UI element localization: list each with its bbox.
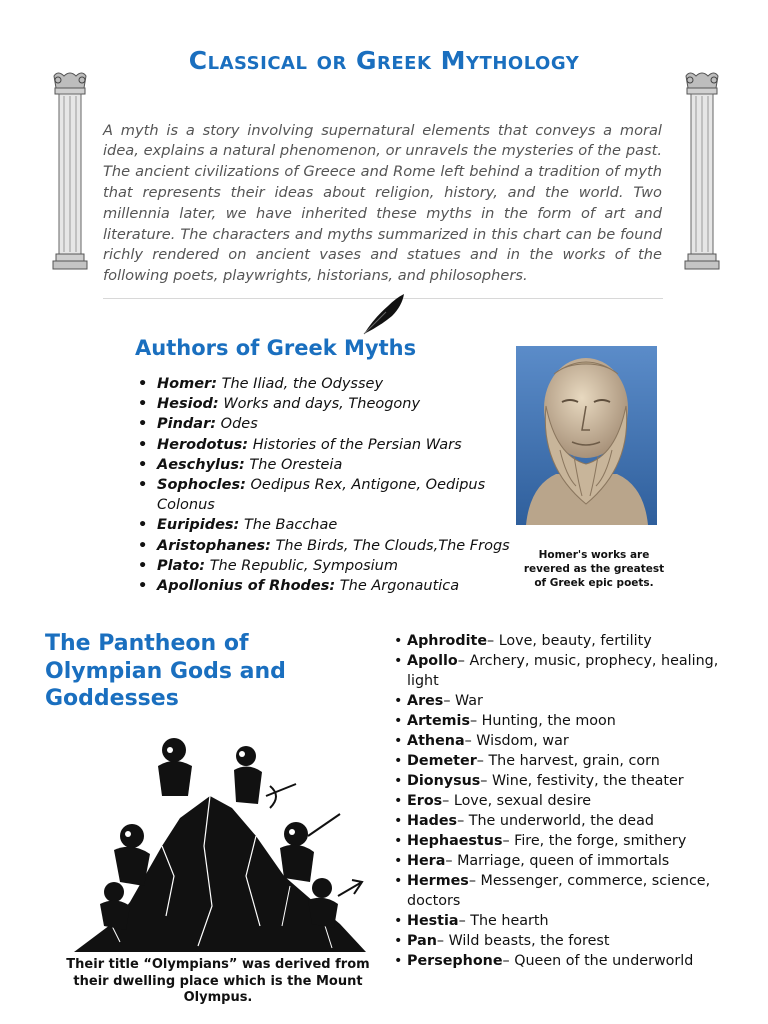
author-works: Odes [220, 416, 258, 433]
god-name: Hermes [407, 873, 469, 889]
god-item [394, 751, 754, 771]
author-name: Euripides: [157, 517, 240, 534]
author-works: The Argonautica [339, 578, 460, 595]
god-domain: – Archery, music, prophecy, healing, light [407, 653, 719, 689]
god-name: Dionysus [407, 773, 481, 789]
page-title: Classical or Greek Mythology [188, 46, 580, 75]
god-domain: – Hunting, the moon [469, 713, 616, 729]
god-item [394, 951, 754, 971]
author-works: The Republic, Symposium [209, 557, 398, 574]
god-domain: – Messenger, commerce, science, doctors [407, 873, 711, 909]
homer-bust-image [516, 346, 657, 525]
author-works: The Iliad, the Odyssey [221, 376, 384, 392]
author-item [138, 536, 518, 556]
god-domain: – The underworld, the dead [457, 813, 654, 829]
god-name: Artemis [407, 713, 470, 729]
god-domain: – Wisdom, war [464, 733, 569, 749]
god-item [394, 851, 754, 871]
god-item [394, 871, 754, 911]
god-item [394, 931, 754, 951]
author-name: Herodotus: [157, 436, 249, 453]
god-domain: – Queen of the underworld [502, 953, 694, 969]
god-item [394, 691, 754, 711]
homer-caption: Homer's works are revered as the greatest of Greek epic poets. [523, 549, 665, 589]
god-item [394, 731, 754, 751]
god-domain: – Marriage, queen of immortals [445, 853, 670, 869]
author-works: Oedipus Rex, Antigone, Oedipus Colonus [157, 477, 486, 514]
author-name: Plato: [157, 557, 206, 574]
gods-list [394, 631, 754, 971]
authors-list [138, 374, 518, 596]
author-item [138, 374, 518, 394]
god-name: Ares [407, 693, 444, 709]
author-name: Apollonius of Rhodes: [157, 578, 336, 595]
god-item [394, 811, 754, 831]
god-item [394, 791, 754, 811]
god-item [394, 831, 754, 851]
god-item [394, 711, 754, 731]
authors-heading: Authors of Greek Myths [135, 336, 417, 360]
god-domain: – Wild beasts, the forest [436, 933, 610, 949]
god-name: Persephone [407, 953, 503, 969]
god-name: Hera [407, 853, 446, 869]
god-name: Apollo [407, 653, 458, 669]
author-name: Hesiod: [157, 396, 219, 413]
olympus-caption: Their title “Olympians” was derived from their dwelling place which is the Mount Olympus. [66, 957, 370, 1005]
quill-feather-icon [360, 292, 406, 338]
author-name: Homer: [157, 376, 217, 392]
author-item [138, 435, 518, 455]
author-works: Histories of the Persian Wars [252, 436, 462, 453]
god-name: Hephaestus [407, 833, 503, 849]
author-item [138, 475, 518, 515]
author-works: Works and days, Theogony [223, 396, 421, 413]
god-name: Demeter [407, 753, 477, 769]
god-item [394, 631, 754, 651]
god-item [394, 771, 754, 791]
author-item [138, 414, 518, 434]
author-works: The Birds, The Clouds,The Frogs [275, 537, 510, 554]
god-item [394, 911, 754, 931]
author-item [138, 455, 518, 475]
god-name: Aphrodite [407, 633, 488, 649]
author-item [138, 515, 518, 535]
author-works: The Oresteia [249, 456, 343, 473]
god-name: Athena [407, 733, 465, 749]
author-item [138, 556, 518, 576]
intro-paragraph: A myth is a story involving supernatural elements that conveys a moral idea, explains a natural phenomenon, or unravels the mysteries of the past. The ancient civilizations of Greece and Rome left behind a tradition of myth that represents their ideas about religion, history, and the world. Two millennia later, we have inherited these myths in the form of art and literature. The characters and myths summarized in this chart can be found richly rendered on ancient vases and statues and in the works of the following poets, playwrights, historians, and philosophers. [103, 121, 662, 285]
god-name: Eros [407, 793, 443, 809]
author-works: The Bacchae [243, 517, 338, 534]
god-domain: – War [443, 693, 483, 709]
god-item [394, 651, 754, 691]
god-domain: – Love, beauty, fertility [487, 633, 652, 649]
author-name: Aristophanes: [157, 537, 271, 554]
author-item [138, 394, 518, 414]
author-item [138, 576, 518, 596]
god-domain: – Wine, festivity, the theater [480, 773, 684, 789]
mount-olympus-image [70, 726, 370, 954]
god-domain: – The harvest, grain, corn [476, 753, 660, 769]
god-name: Pan [407, 933, 437, 949]
god-domain: – The hearth [458, 913, 549, 929]
god-domain: – Fire, the forge, smithery [502, 833, 687, 849]
greek-column-right-icon [682, 70, 722, 280]
author-name: Pindar: [157, 416, 217, 433]
god-domain: – Love, sexual desire [442, 793, 592, 809]
god-name: Hades [407, 813, 458, 829]
greek-column-left-icon [50, 70, 90, 280]
pantheon-heading: The Pantheon of Olympian Gods and Goddesses [45, 631, 286, 711]
author-name: Aeschylus: [157, 456, 245, 473]
god-name: Hestia [407, 913, 459, 929]
author-name: Sophocles: [157, 477, 246, 494]
